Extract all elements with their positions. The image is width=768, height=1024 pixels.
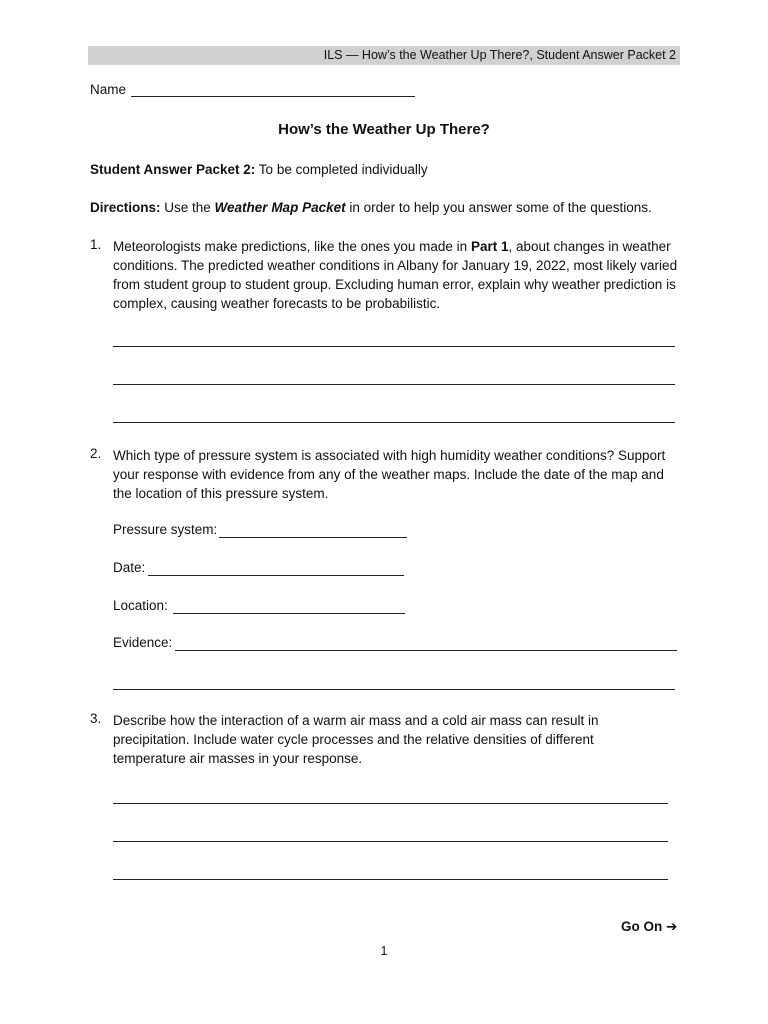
right-arrow-icon: ➔: [666, 919, 678, 934]
location-label: Location:: [113, 598, 168, 613]
q1-text: [113, 237, 683, 313]
evidence-label: Evidence:: [113, 635, 173, 650]
packet-text: To be completed individually: [255, 162, 428, 177]
q3-number: 3.: [90, 711, 102, 726]
q1-text-b: , about changes in weather conditions. The predicted weather conditions in Albany for January 19, 2022, most likely varied from student group to student group. Excluding human error, explain why weather prediction is complex, causing weather forecasts to be probabilistic.: [113, 239, 678, 311]
evidence-answer-line[interactable]: [113, 689, 675, 690]
q1-number: 1.: [90, 237, 102, 252]
q1-text-a: Meteorologists make predictions, like the ones you made in: [113, 239, 471, 254]
q2-number: 2.: [90, 446, 102, 461]
go-on-label: Go On: [621, 919, 663, 934]
directions-pre: Use the: [160, 200, 215, 215]
weather-map-packet-ref: Weather Map Packet: [214, 200, 346, 215]
name-label: Name: [90, 82, 127, 97]
directions-label: Directions:: [90, 200, 161, 215]
pressure-system-label: Pressure system:: [113, 522, 218, 537]
packet-line: [90, 162, 428, 177]
page-title: How’s the Weather Up There?: [278, 121, 490, 138]
directions: [90, 200, 652, 215]
document-header: [88, 46, 680, 65]
q1-part1-ref: Part 1: [470, 239, 509, 254]
q3-text: Describe how the interaction of a warm air mass and a cold air mass can result in precipitation. Include water cycle processes and the relative densities of different temperature air masses in your response.: [113, 713, 599, 766]
q1-answer-line[interactable]: [113, 422, 675, 423]
q3-answer-line[interactable]: [113, 803, 668, 804]
q2-text: Which type of pressure system is associated with high humidity weather conditions? Support your response with evidence from any of the weather maps. Include the date of the map and the location of this pressure system.: [113, 448, 666, 501]
header-text: ILS — How’s the Weather Up There?, Student Answer Packet 2: [323, 48, 676, 62]
pressure-system-answer-line[interactable]: [219, 537, 407, 538]
evidence-answer-line[interactable]: [175, 650, 677, 651]
date-answer-line[interactable]: [148, 575, 404, 576]
q1-answer-line[interactable]: [113, 384, 675, 385]
page-number: 1: [380, 944, 388, 958]
name-answer-line[interactable]: [131, 96, 415, 97]
date-label: Date:: [113, 560, 146, 575]
packet-label: Student Answer Packet 2:: [90, 162, 256, 177]
location-answer-line[interactable]: [173, 613, 405, 614]
go-on: [621, 919, 677, 935]
q1-answer-line[interactable]: [113, 346, 675, 347]
q3-answer-line[interactable]: [113, 841, 668, 842]
directions-post: in order to help you answer some of the questions.: [345, 200, 652, 215]
q3-answer-line[interactable]: [113, 879, 668, 880]
